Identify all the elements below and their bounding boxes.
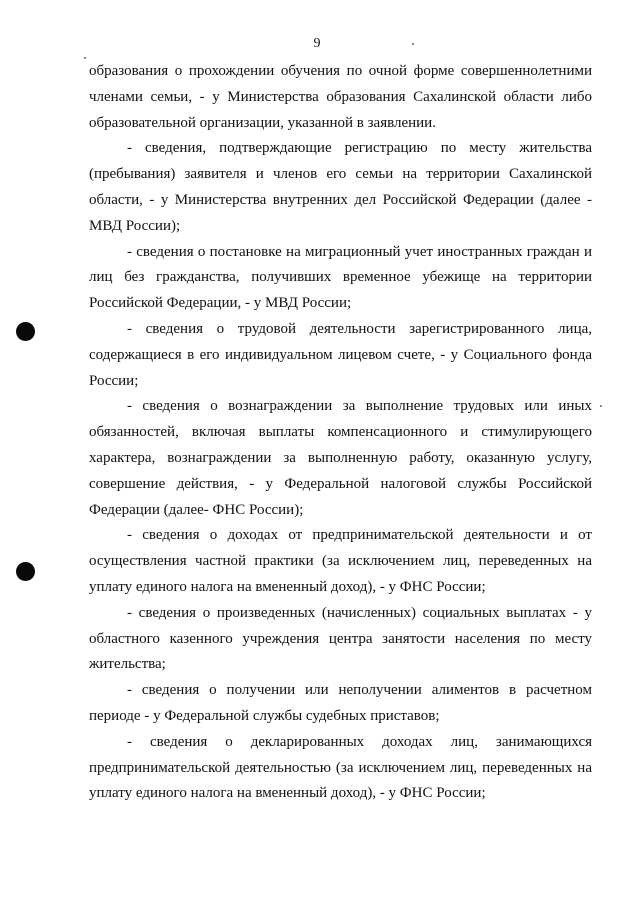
paragraph: - сведения о вознаграждении за выполнение трудовых или иных обязанностей, включая выплаты компенсационного и стимулирующего характера, вознаграждении за выполненную работу, оказанную услугу, совершение действия, - у Федеральной налоговой службы Российской Федерации (далее- ФНС России);	[89, 398, 592, 518]
scan-speck	[600, 405, 602, 407]
paragraph: - сведения о постановке на миграционный учет иностранных граждан и лиц без гражданства, получивших временное убежище на территории Российской Федерации, - у МВД России;	[89, 243, 592, 312]
paragraph: - сведения о получении или неполучении алиментов в расчетном периоде - у Федеральной службы судебных приставов;	[89, 682, 592, 724]
page-number: 9	[313, 36, 321, 51]
paragraph: - сведения о доходах от предпринимательской деятельности и от осуществления частной практики (за исключением лиц, переведенных на уплату единого налога на вмененный доход), - у ФНС России;	[89, 527, 592, 595]
paragraph: образования о прохождении обучения по очной форме совершеннолетними членами семьи, - у Министерства образования Сахалинской области либо образовательной организации, указанной в заявлении.	[89, 63, 592, 131]
scan-speck	[412, 43, 414, 45]
scan-speck	[84, 57, 86, 59]
punch-hole-bottom	[16, 562, 35, 581]
document-body	[89, 59, 592, 807]
paragraph: - сведения о декларированных доходах лиц, занимающихся предпринимательской деятельностью (за исключением лиц, переведенных на уплату единого налога на вмененный доход), - у ФНС России;	[89, 733, 592, 802]
paragraph: - сведения о произведенных (начисленных) социальных выплатах - у областного казенного учреждения центра занятости населения по месту жительства;	[89, 604, 592, 673]
punch-hole-top	[16, 322, 35, 341]
paragraph: - сведения о трудовой деятельности зарегистрированного лица, содержащиеся в его индивидуальном лицевом счете, - у Социального фонда России;	[89, 320, 592, 389]
paragraph: - сведения, подтверждающие регистрацию по месту жительства (пребывания) заявителя и членов его семьи на территории Сахалинской области, - у Министерства внутренних дел Российской Федерации (далее - МВД России);	[89, 140, 592, 234]
